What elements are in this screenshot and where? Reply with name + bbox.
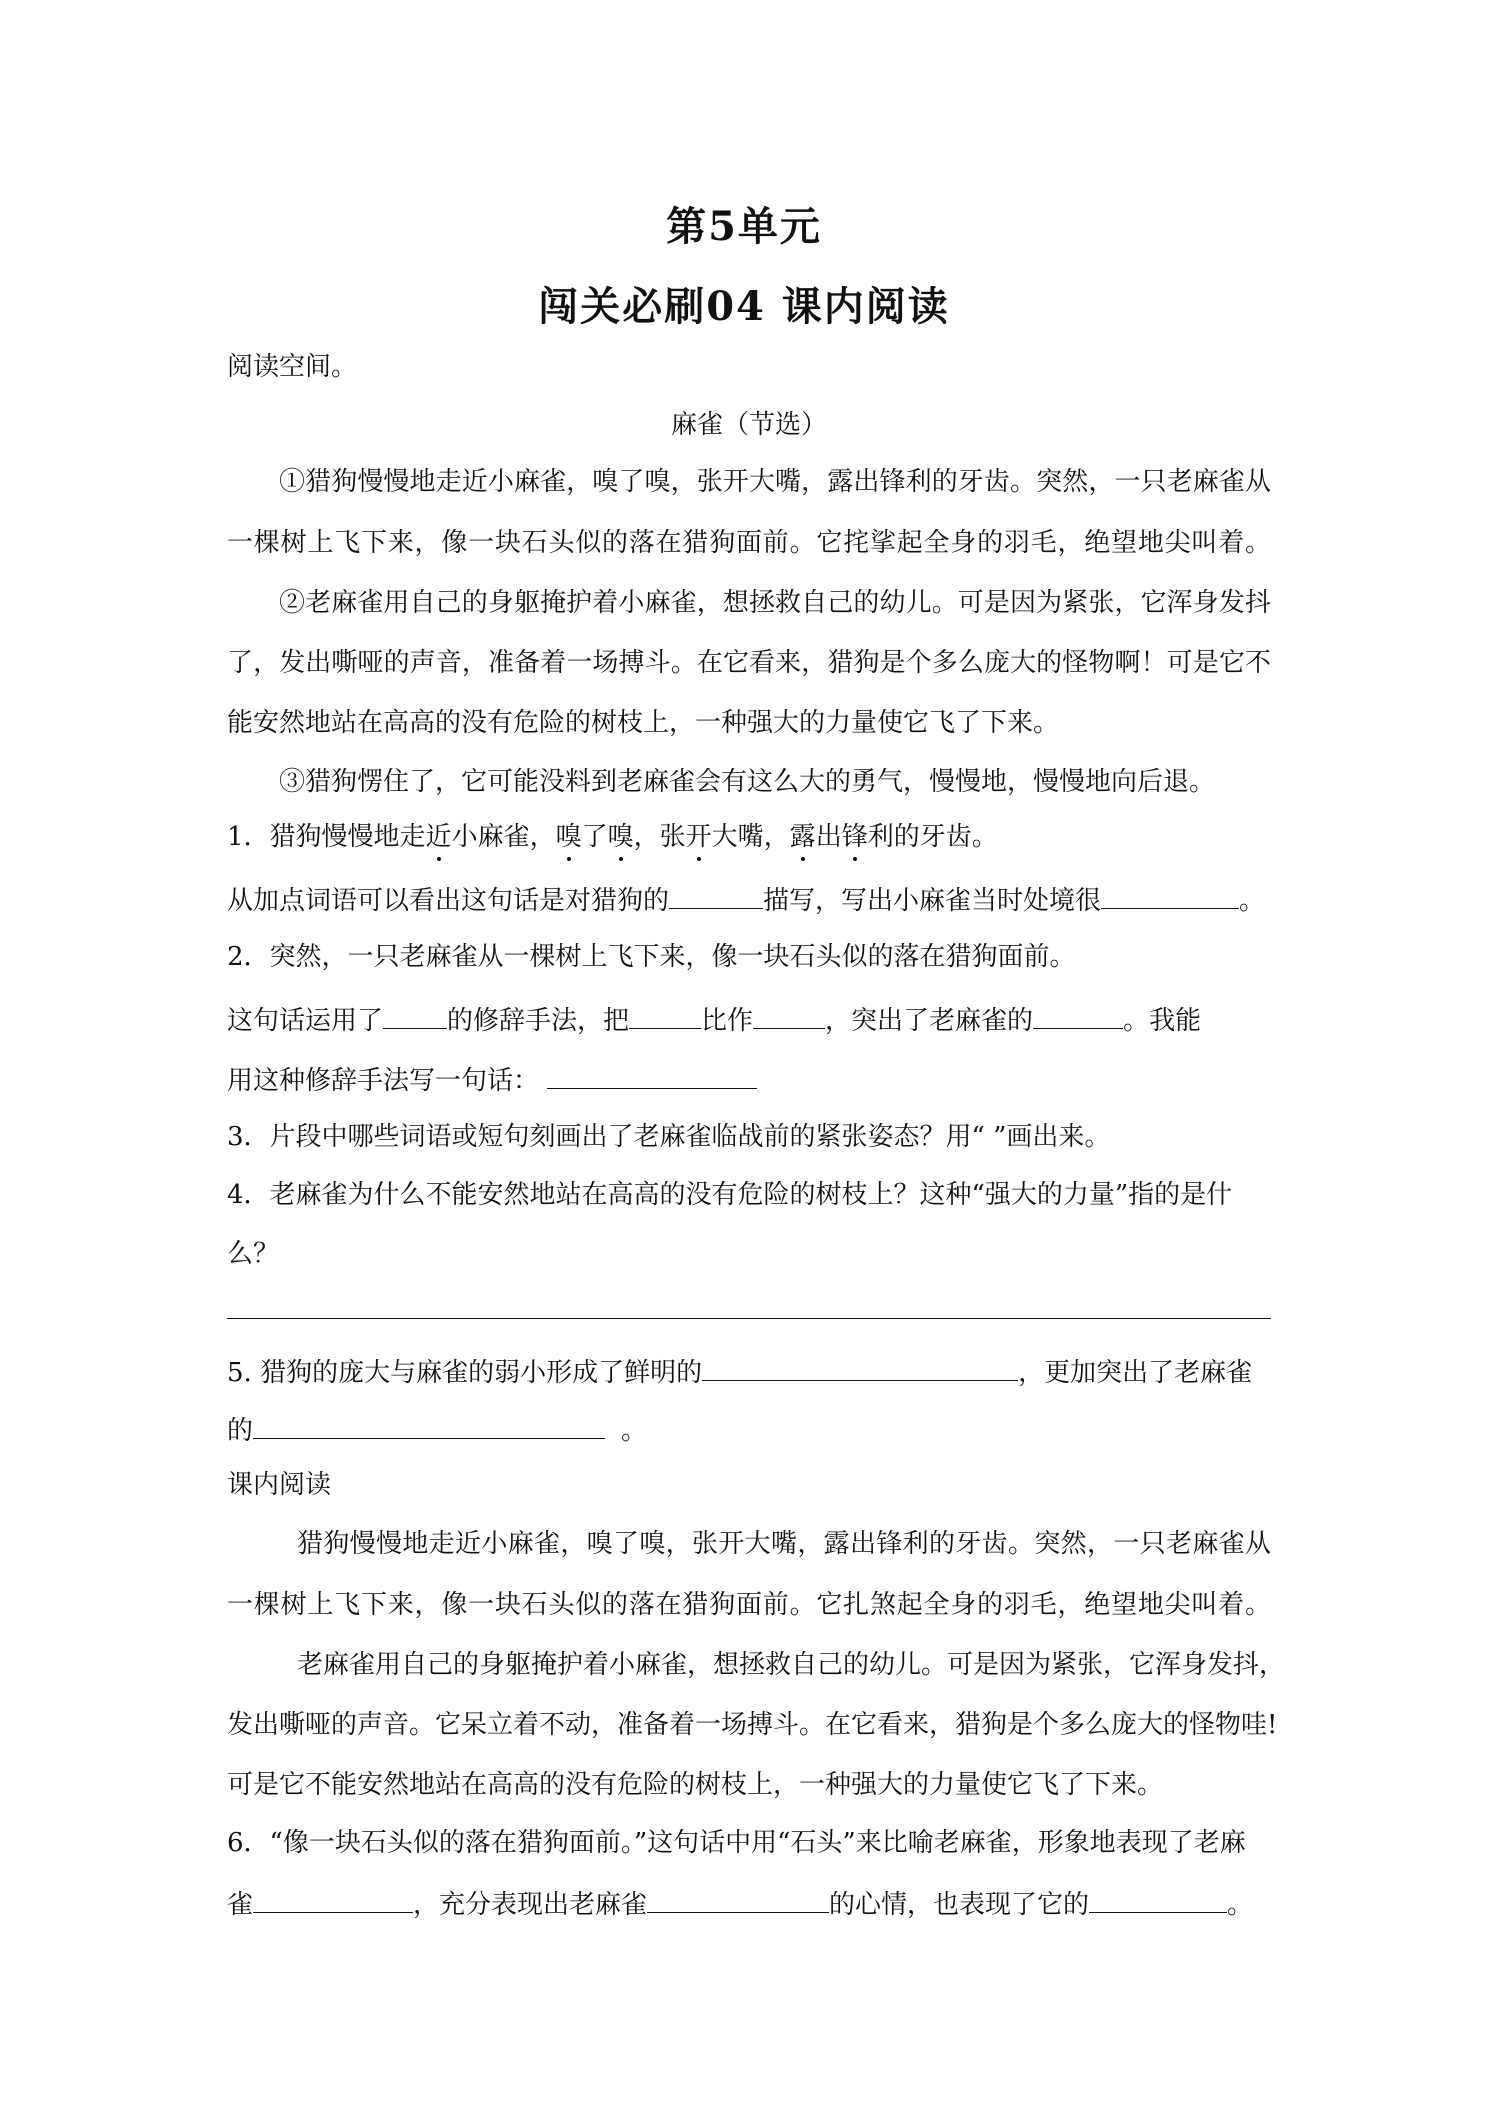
q2-prompt-text: ，突出了老麻雀的 [825,1006,1034,1036]
question-6-cont [227,1884,1271,1922]
passage-line: 可是它不能安然地站在高高的没有危险的树枝上，一种强大的力量使它飞了下来。 [227,1770,1164,1800]
answer-blank[interactable] [1101,880,1239,909]
q6-text: ，充分表现出老麻雀 [413,1890,648,1920]
q6-text: 的心情，也表现了它的 [829,1890,1090,1920]
answer-blank[interactable] [669,880,763,909]
question-6: 6．“像一块石头似的落在猎狗面前。”这句话中用“石头”来比喻老麻雀，形象地表现了老麻 [227,1828,1246,1858]
q2-prompt-text: 。我能 [1123,1006,1202,1036]
passage-line: 一棵树上飞下来，像一块石头似的落在猎狗面前。它挓挲起全身的羽毛，绝望地尖叫着。 [227,528,1271,558]
question-4: 4．老麻雀为什么不能安然地站在高高的没有危险的树枝上？这种“强大的力量”指的是什 [227,1180,1233,1210]
passage-line: 一棵树上飞下来，像一块石头似的落在猎狗面前。它扎煞起全身的羽毛，绝望地尖叫着。 [227,1590,1271,1620]
passage-line: ③猎狗愣住了，它可能没料到老麻雀会有这么大的勇气，慢慢地，慢慢地向后退。 [279,767,1216,797]
part2-heading: 课内阅读 [227,1470,332,1500]
emphasis-dot-char: 嗅 [555,822,582,852]
passage-line: 猎狗慢慢地走近小麻雀，嗅了嗅，张开大嘴，露出锋利的牙齿。突然，一只老麻雀从 [297,1529,1271,1559]
q2-prompt-text: 的修辞手法，把 [447,1006,630,1036]
q1-text: 1．猎狗慢慢地走 [227,822,426,852]
q6-text: 。 [1227,1890,1254,1920]
answer-blank[interactable] [1089,1884,1227,1913]
emphasis-dot-char: 近 [425,822,452,852]
answer-blank[interactable] [647,1884,829,1913]
passage-line: 了，发出嘶哑的声音，准备着一场搏斗。在它看来，猎狗是个多么庞大的怪物啊！可是它不 [227,648,1271,678]
answer-blank[interactable] [253,1410,605,1439]
question-2-prompt [227,1000,1271,1038]
question-3: 3．片段中哪些词语或短句刻画出了老麻雀临战前的紧张姿态？用“ ”画出来。 [227,1122,1111,1152]
answer-blank[interactable] [383,1000,447,1029]
emphasis-dot-char: 露 [789,822,816,852]
answer-blank[interactable] [702,1352,1018,1381]
q1-prompt-text: 从加点词语可以看出这句话是对猎狗的 [227,886,670,916]
q6-text: 雀 [227,1890,254,1920]
question-5-cont [227,1410,1271,1448]
q1-text: ，张 [633,822,686,852]
q1-text: 利的牙齿。 [867,822,998,852]
section-title: 闯关必刷04 课内阅读 [538,283,950,330]
question-1-prompt [227,880,1271,918]
question-1 [227,820,1271,854]
question-4-cont: 么？ [227,1239,280,1269]
q1-text: 大嘴， [711,822,790,852]
question-2-write [227,1060,1271,1098]
answer-blank[interactable] [253,1884,413,1913]
instruction: 阅读空间。 [227,352,358,382]
unit-title: 第5单元 [666,203,822,250]
answer-blank[interactable] [1033,1000,1123,1029]
q1-text: 出 [815,822,842,852]
q5-text: ，更加突出了老麻雀 [1018,1358,1253,1388]
passage-line: ①猎狗慢慢地走近小麻雀，嗅了嗅，张开大嘴，露出锋利的牙齿。突然，一只老麻雀从 [279,467,1271,497]
passage-title: 麻雀（节选） [670,410,827,440]
q2-prompt-text: 这句话运用了 [227,1006,384,1036]
q2-prompt-text: 用这种修辞手法写一句话： [227,1066,540,1096]
q2-prompt-text: 比作 [701,1006,754,1036]
passage-line: 发出嘶哑的声音。它呆立着不动，准备着一场搏斗。在它看来，猎狗是个多么庞大的怪物哇! [227,1710,1278,1740]
passage-line: 老麻雀用自己的身躯掩护着小麻雀，想拯救自己的幼儿。可是因为紧张，它浑身发抖， [297,1650,1286,1680]
answer-line[interactable] [227,1318,1271,1319]
answer-blank[interactable] [753,1000,825,1029]
emphasis-dot-char: 开 [685,822,712,852]
question-2: 2．突然，一只老麻雀从一棵树上飞下来，像一块石头似的落在猎狗面前。 [227,942,1076,972]
q1-prompt-text: 描写，写出小麻雀当时处境很 [763,886,1102,916]
answer-blank[interactable] [629,1000,701,1029]
passage-line: 能安然地站在高高的没有危险的树枝上，一种强大的力量使它飞了下来。 [227,708,1060,738]
q5-text: 5. 猎狗的庞大与麻雀的弱小形成了鲜明的 [227,1358,703,1388]
emphasis-dot-char: 锋 [841,822,868,852]
question-5 [227,1352,1271,1390]
passage-line: ②老麻雀用自己的身躯掩护着小麻雀，想拯救自己的幼儿。可是因为紧张，它浑身发抖 [279,588,1271,618]
emphasis-dot-char: 嗅 [607,822,634,852]
q1-text: 小麻雀， [451,822,556,852]
q5-text: 的 [227,1416,254,1446]
q5-text: 。 [621,1416,648,1446]
answer-blank[interactable] [547,1060,757,1089]
q1-text: 了 [581,822,608,852]
q1-prompt-text: 。 [1239,886,1266,916]
